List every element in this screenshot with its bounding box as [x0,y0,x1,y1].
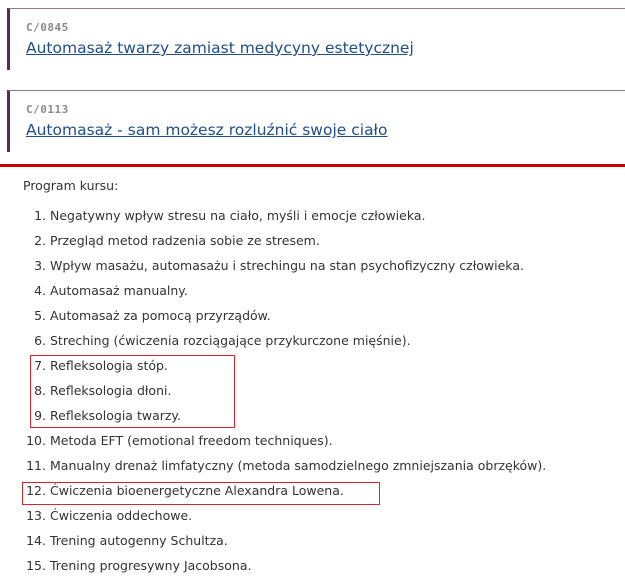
course-card [7,8,625,70]
program-heading: Program kursu: [23,178,119,193]
course-title-link[interactable]: Automasaż - sam możesz rozluźnić swoje ciało [26,121,388,139]
item-number: 9. [34,408,46,423]
list-item [0,503,625,528]
item-number: 3. [34,258,46,273]
item-text: Automasaż za pomocą przyrządów. [50,308,271,323]
item-number: 8. [34,383,46,398]
item-number: 10. [26,433,46,448]
course-code: C/0113 [26,103,69,116]
item-text: Refleksologia dłoni. [50,383,172,398]
item-text: Trening autogenny Schultza. [50,533,228,548]
list-item [0,203,625,228]
list-item [0,328,625,353]
item-text: Negatywny wpływ stresu na ciało, myśli i emocje człowieka. [50,208,426,223]
list-item [0,478,625,503]
section-divider [0,164,625,167]
item-number: 5. [34,308,46,323]
item-text: Refleksologia twarzy. [50,408,182,423]
program-list [0,203,625,578]
item-text: Trening progresywny Jacobsona. [50,558,252,573]
item-text: Wpływ masażu, automasażu i strechingu na stan psychofizyczny człowieka. [50,258,524,273]
list-item [0,428,625,453]
item-text: Ćwiczenia bioenergetyczne Alexandra Lowena. [50,483,344,498]
item-number: 1. [34,208,46,223]
item-number: 14. [26,533,46,548]
item-number: 2. [34,233,46,248]
item-text: Refleksologia stóp. [50,358,168,373]
item-number: 6. [34,333,46,348]
item-number: 11. [26,458,46,473]
item-text: Ćwiczenia oddechowe. [50,508,193,523]
item-number: 12. [26,483,46,498]
list-item [0,403,625,428]
item-number: 4. [34,283,46,298]
item-text: Przegląd metod radzenia sobie ze stresem. [50,233,320,248]
item-number: 13. [26,508,46,523]
item-text: Metoda EFT (emotional freedom techniques). [50,433,333,448]
course-code: C/0845 [26,21,69,34]
course-title-link[interactable]: Automasaż twarzy zamiast medycyny estetycznej [26,39,414,57]
list-item [0,278,625,303]
list-item [0,553,625,578]
item-text: Manualny drenaż limfatyczny (metoda samodzielnego zmniejszania obrzęków). [50,458,547,473]
list-item [0,378,625,403]
list-item [0,253,625,278]
list-item [0,353,625,378]
item-number: 7. [34,358,46,373]
course-card [7,90,625,152]
list-item [0,453,625,478]
item-number: 15. [26,558,46,573]
item-text: Automasaż manualny. [50,283,188,298]
list-item [0,303,625,328]
item-text: Streching (ćwiczenia rozciągające przykurczone mięśnie). [50,333,411,348]
list-item [0,228,625,253]
list-item [0,528,625,553]
